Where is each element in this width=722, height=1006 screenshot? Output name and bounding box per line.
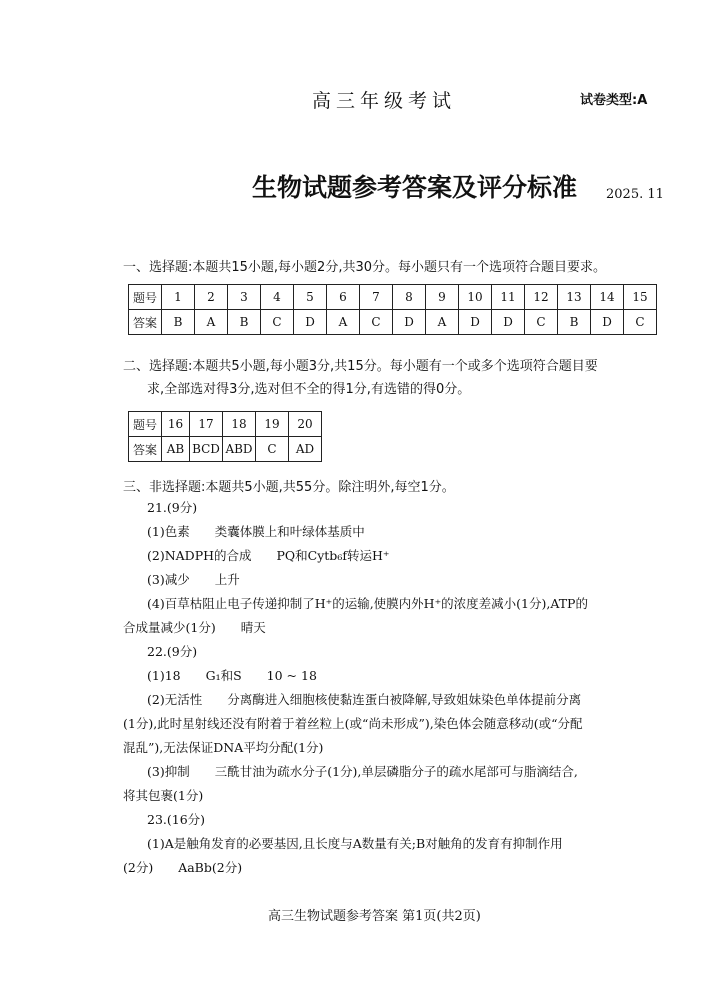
answer-cell: D [393,310,426,335]
answer-line: 23.(16分) [147,812,206,827]
page-footer: 高三生物试题参考答案 第1页(共2页) [268,909,481,924]
section1-heading: 一、选择题:本题共15小题,每小题2分,共30分。每小题只有一个选项符合题目要求。 [123,260,606,275]
question-row [129,285,657,310]
question-number-cell: 15 [624,285,657,310]
section3-heading: 三、非选择题:本题共5小题,共55分。除注明外,每空1分。 [123,480,455,495]
answer-cell: AD [289,437,322,462]
answer-line: 合成量减少(1分) 晴天 [123,620,266,635]
question-number-cell: 5 [294,285,327,310]
question-number-cell: 9 [426,285,459,310]
answer-line: (3)减少 上升 [147,572,240,587]
row-label: 答案 [129,437,162,462]
answer-line: (2分) AaBb(2分) [123,860,243,875]
answer-cell: C [624,310,657,335]
answer-cell: A [426,310,459,335]
section2-heading-line2: 求,全部选对得3分,选对但不全的得1分,有选错的得0分。 [147,382,471,397]
row-label: 题号 [129,285,162,310]
answer-cell: D [459,310,492,335]
answer-row [129,437,322,462]
row-label: 题号 [129,412,162,437]
answer-cell: D [294,310,327,335]
question-number-cell: 10 [459,285,492,310]
date: 2025. 11 [606,187,664,202]
answer-line: (1)18 G₁和S 10 ~ 18 [147,668,317,683]
question-number-cell: 14 [591,285,624,310]
question-number-cell: 12 [525,285,558,310]
answer-cell: C [525,310,558,335]
answer-cell: AB [162,437,190,462]
paper-type: 试卷类型:A [580,93,648,108]
question-number-cell: 8 [393,285,426,310]
answer-line: (2)无活性 分离酶进入细胞核使黏连蛋白被降解,导致姐妹染色单体提前分离 [147,692,582,707]
answer-cell: D [492,310,525,335]
question-number-cell: 4 [261,285,294,310]
question-number-cell: 18 [223,412,256,437]
answer-cell: B [228,310,261,335]
answer-line: 将其包裹(1分) [123,788,204,803]
question-number-cell: 6 [327,285,360,310]
question-number-cell: 19 [256,412,289,437]
question-number-cell: 7 [360,285,393,310]
question-number-cell: 17 [190,412,223,437]
question-number-cell: 3 [228,285,261,310]
exam-title: 高三年级考试 [312,90,457,112]
row-label: 答案 [129,310,162,335]
answer-line: (1)A是触角发育的必要基因,且长度与A数量有关;B对触角的发育有抑制作用 [147,836,563,851]
answer-cell: C [360,310,393,335]
question-number-cell: 2 [195,285,228,310]
question-number-cell: 13 [558,285,591,310]
answer-table-1 [128,284,657,335]
answer-cell: A [195,310,228,335]
answer-line: 22.(9分) [147,644,198,659]
question-row [129,412,322,437]
answer-line: (2)NADPH的合成 PQ和Cytb₆f转运H⁺ [147,548,390,563]
answer-cell: B [558,310,591,335]
answer-cell: D [591,310,624,335]
answer-cell: ABD [223,437,256,462]
answer-line: (3)抑制 三酰甘油为疏水分子(1分),单层磷脂分子的疏水尾部可与脂滴结合, [147,764,578,779]
question-number-cell: 11 [492,285,525,310]
question-number-cell: 16 [162,412,190,437]
answer-cell: A [327,310,360,335]
page-title: 生物试题参考答案及评分标准 [252,173,578,202]
answer-cell: C [261,310,294,335]
answer-line: (1分),此时星射线还没有附着于着丝粒上(或“尚未形成”),染色体会随意移动(或“分配 [123,716,583,731]
answer-table-2 [128,411,322,462]
answer-row [129,310,657,335]
answer-line: 21.(9分) [147,500,198,515]
answer-line: (4)百草枯阻止电子传递抑制了H⁺的运输,使膜内外H⁺的浓度差减小(1分),ATP的 [147,596,588,611]
section2-heading-line1: 二、选择题:本题共5小题,每小题3分,共15分。每小题有一个或多个选项符合题目要 [123,359,598,374]
answer-line: 混乱”),无法保证DNA平均分配(1分) [123,740,324,755]
answer-cell: B [162,310,195,335]
answer-cell: C [256,437,289,462]
question-number-cell: 1 [162,285,195,310]
answer-cell: BCD [190,437,223,462]
answer-line: (1)色素 类囊体膜上和叶绿体基质中 [147,524,365,539]
question-number-cell: 20 [289,412,322,437]
